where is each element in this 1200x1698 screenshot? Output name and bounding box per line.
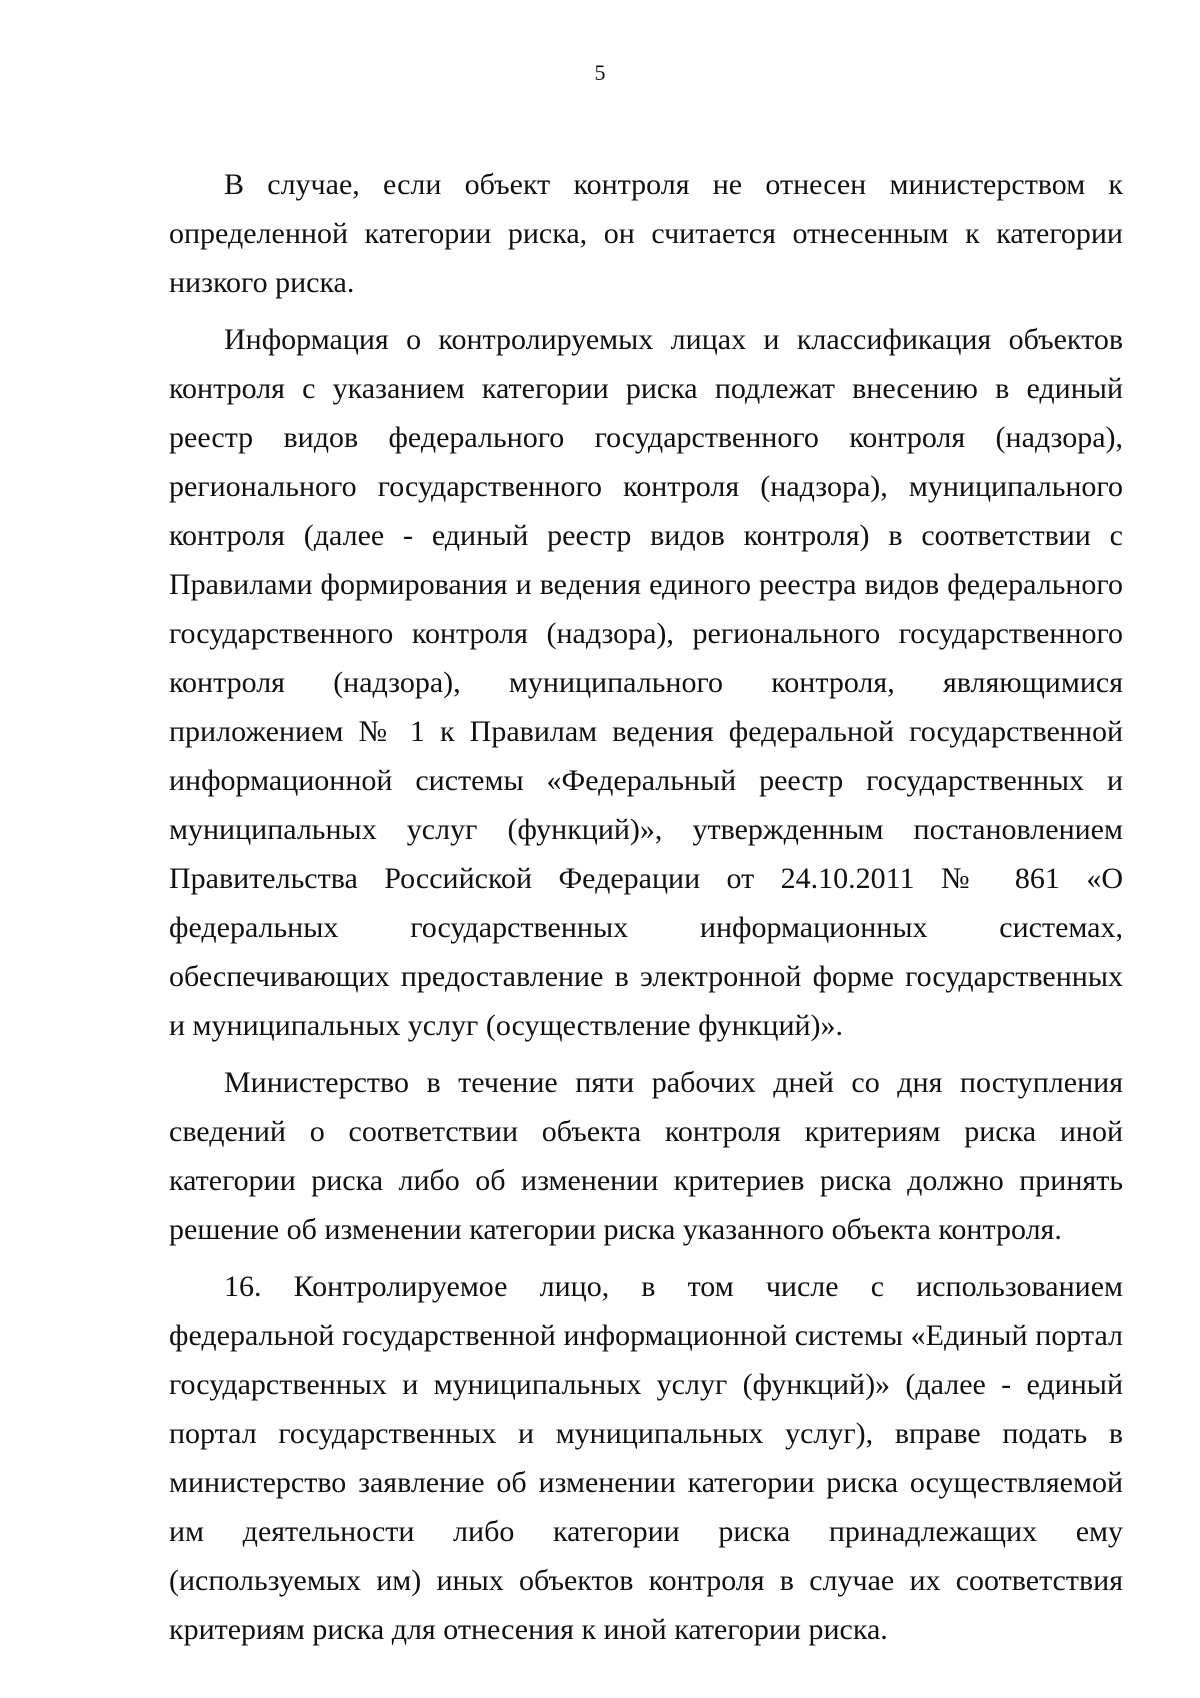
paragraph-item-16: 16. Контролируемое лицо, в том числе с использованием федеральной государственной информационной системы «Единый портал государственных и муниципальных услуг (функций)» (далее - единый портал государственных и муниципальных услуг), вправе подать в министерство заявление об изменении категории риска осуществляемой им деятельности либо категории риска принадлежащих ему (используемых им) иных объектов контроля в случае их соответствия критериям риска для отнесения к иной категории риска.: [169, 1270, 1123, 1646]
page-number: 5: [594, 60, 606, 85]
paragraph-ministry-decision: Министерство в течение пяти рабочих дней со дня поступления сведений о соответствии объекта контроля критериям риска иной категории риска либо об изменении критериев риска должно принять решение об изменении категории риска указанного объекта контроля.: [169, 1066, 1123, 1246]
paragraph-risk-category-default: В случае, если объект контроля не отнесен министерством к определенной категории риска, он считается отнесенным к категории низкого риска.: [169, 168, 1123, 299]
document-body: [169, 160, 1123, 1662]
paragraph-registry-information: Информация о контролируемых лицах и классификация объектов контроля с указанием категории риска подлежат внесению в единый реестр видов федерального государственного контроля (надзора), регионального государственного контроля (надзора), муниципального контроля (далее - единый реестр видов контроля) в соответствии с Правилами формирования и ведения единого реестра видов федерального государственного контроля (надзора), регионального государственного контроля (надзора), муниципального контроля, являющимися приложением № 1 к Правилам ведения федеральной государственной информационной системы «Федеральный реестр государственных и муниципальных услуг (функций)», утвержденным постановлением Правительства Российской Федерации от 24.10.2011 № 861 «О федеральных государственных информационных системах, обеспечивающих предоставление в электронной форме государственных и муниципальных услуг (осуществление функций)».: [169, 323, 1123, 1042]
